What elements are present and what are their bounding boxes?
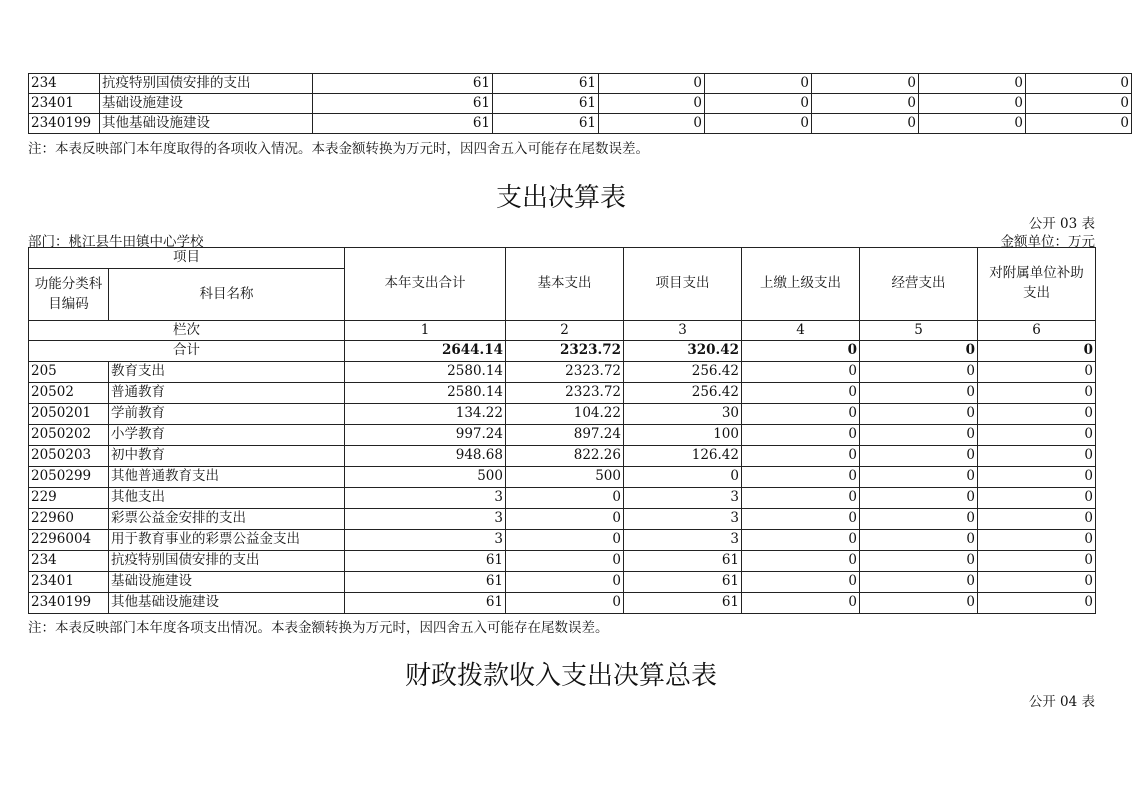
row-value: 61: [493, 74, 599, 94]
total-row: [29, 341, 1096, 362]
total-value: 0: [860, 341, 978, 362]
row-name: 用于教育事业的彩票公益金支出: [109, 530, 345, 551]
row-value: 0: [860, 467, 978, 488]
row-value: 3: [624, 509, 742, 530]
row-value: 0: [919, 94, 1026, 114]
row-value: 0: [599, 94, 705, 114]
row-value: 0: [742, 509, 860, 530]
row-name: 普通教育: [109, 383, 345, 404]
row-value: 0: [978, 362, 1096, 383]
row-code: 23401: [29, 94, 100, 114]
row-value: 100: [624, 425, 742, 446]
row-value: 3: [345, 488, 506, 509]
department-label: 部门：桃江县牛田镇中心学校: [28, 234, 204, 250]
table-row: [29, 362, 1096, 383]
total-value: 2323.72: [506, 341, 624, 362]
row-value: 0: [860, 362, 978, 383]
row-value: 126.42: [624, 446, 742, 467]
row-value: 2323.72: [506, 383, 624, 404]
row-name: 初中教育: [109, 446, 345, 467]
column-number: 1: [345, 321, 506, 341]
row-value: 0: [624, 467, 742, 488]
row-value: 3: [345, 509, 506, 530]
row-name: 抗疫特别国债安排的支出: [109, 551, 345, 572]
row-value: 0: [742, 467, 860, 488]
row-value: 256.42: [624, 383, 742, 404]
row-code: 234: [29, 551, 109, 572]
column-number: 6: [978, 321, 1096, 341]
row-value: 0: [978, 446, 1096, 467]
row-value: 61: [624, 572, 742, 593]
row-value: 61: [493, 94, 599, 114]
income-table-continuation: [28, 73, 1132, 134]
row-value: 0: [812, 114, 919, 134]
row-value: 3: [624, 530, 742, 551]
row-value: 500: [345, 467, 506, 488]
amount-unit-label: 金额单位：万元: [1000, 234, 1095, 250]
row-value: 0: [742, 383, 860, 404]
table-row: [29, 593, 1096, 614]
row-value: 134.22: [345, 404, 506, 425]
row-value: 61: [313, 74, 493, 94]
table-row: [29, 114, 1132, 134]
fiscal-title: 财政拨款收入支出决算总表: [404, 661, 717, 691]
row-value: 61: [624, 593, 742, 614]
row-value: 0: [978, 551, 1096, 572]
row-value: 0: [919, 74, 1026, 94]
header-basic: 基本支出: [506, 248, 624, 321]
row-value: 0: [860, 593, 978, 614]
row-value: 0: [506, 593, 624, 614]
row-value: 61: [313, 94, 493, 114]
row-value: 0: [599, 74, 705, 94]
table-row: [29, 572, 1096, 593]
row-code: 2340199: [29, 114, 100, 134]
header-name: 科目名称: [109, 269, 345, 321]
header-project: 项目支出: [624, 248, 742, 321]
row-value: 3: [624, 488, 742, 509]
row-value: 61: [345, 572, 506, 593]
row-name: 其他基础设施建设: [100, 114, 313, 134]
table-row: [29, 404, 1096, 425]
row-value: 0: [860, 509, 978, 530]
row-value: 0: [742, 488, 860, 509]
row-value: 3: [345, 530, 506, 551]
row-value: 0: [860, 446, 978, 467]
row-name: 教育支出: [109, 362, 345, 383]
total-value: 0: [742, 341, 860, 362]
column-number-label: 栏次: [29, 321, 345, 341]
column-number-row: [29, 321, 1096, 341]
row-value: 0: [599, 114, 705, 134]
row-value: 0: [919, 114, 1026, 134]
row-value: 0: [1026, 74, 1132, 94]
row-code: 20502: [29, 383, 109, 404]
row-value: 0: [506, 551, 624, 572]
row-code: 2050201: [29, 404, 109, 425]
row-code: 23401: [29, 572, 109, 593]
row-value: 0: [978, 572, 1096, 593]
row-value: 30: [624, 404, 742, 425]
row-value: 0: [1026, 94, 1132, 114]
row-value: 0: [978, 488, 1096, 509]
row-code: 2050203: [29, 446, 109, 467]
header-remit: 上缴上级支出: [742, 248, 860, 321]
table-row: [29, 467, 1096, 488]
table-row: [29, 94, 1132, 114]
row-value: 0: [742, 425, 860, 446]
expenditure-title: 支出决算表: [495, 183, 626, 213]
row-name: 基础设施建设: [109, 572, 345, 593]
row-value: 0: [860, 425, 978, 446]
row-name: 基础设施建设: [100, 94, 313, 114]
row-value: 948.68: [345, 446, 506, 467]
row-value: 0: [506, 488, 624, 509]
row-value: 2580.14: [345, 362, 506, 383]
row-value: 0: [860, 383, 978, 404]
income-table-note: 注：本表反映部门本年度取得的各项收入情况。本表金额转换为万元时，因四舍五入可能存在尾数误差。: [28, 141, 649, 157]
row-name: 小学教育: [109, 425, 345, 446]
row-value: 0: [860, 572, 978, 593]
row-value: 0: [742, 446, 860, 467]
row-value: 0: [978, 425, 1096, 446]
row-value: 0: [860, 404, 978, 425]
row-value: 2323.72: [506, 362, 624, 383]
row-value: 0: [506, 509, 624, 530]
row-value: 0: [978, 404, 1096, 425]
total-value: 2644.14: [345, 341, 506, 362]
row-value: 2580.14: [345, 383, 506, 404]
column-number: 5: [860, 321, 978, 341]
row-value: 0: [1026, 114, 1132, 134]
row-value: 0: [742, 593, 860, 614]
header-code: 功能分类科目编码: [29, 269, 109, 321]
total-label: 合计: [29, 341, 345, 362]
row-value: 0: [742, 551, 860, 572]
row-value: 0: [978, 593, 1096, 614]
row-value: 0: [705, 114, 812, 134]
expenditure-table-code: 公开 03 表: [1028, 216, 1095, 232]
row-value: 0: [860, 530, 978, 551]
expenditure-table: [28, 247, 1096, 614]
header-item: 项目: [29, 248, 345, 269]
row-value: 0: [705, 74, 812, 94]
row-value: 0: [742, 362, 860, 383]
row-value: 61: [313, 114, 493, 134]
row-code: 2296004: [29, 530, 109, 551]
fiscal-table-code: 公开 04 表: [1028, 694, 1095, 710]
column-number: 2: [506, 321, 624, 341]
column-number: 4: [742, 321, 860, 341]
row-value: 500: [506, 467, 624, 488]
table-row: [29, 74, 1132, 94]
row-value: 0: [506, 530, 624, 551]
row-code: 2050299: [29, 467, 109, 488]
row-value: 61: [624, 551, 742, 572]
column-number: 3: [624, 321, 742, 341]
row-name: 彩票公益金安排的支出: [109, 509, 345, 530]
row-value: 61: [345, 593, 506, 614]
table-row: [29, 425, 1096, 446]
row-value: 0: [978, 467, 1096, 488]
table-row: [29, 488, 1096, 509]
row-code: 2050202: [29, 425, 109, 446]
row-code: 229: [29, 488, 109, 509]
row-name: 其他普通教育支出: [109, 467, 345, 488]
header-row: [29, 248, 1096, 269]
row-value: 61: [345, 551, 506, 572]
header-subsidy: 对附属单位补助支出: [978, 248, 1096, 321]
total-value: 0: [978, 341, 1096, 362]
row-value: 0: [978, 530, 1096, 551]
expenditure-table-note: 注：本表反映部门本年度各项支出情况。本表金额转换为万元时，因四舍五入可能存在尾数误差。: [28, 620, 609, 636]
row-value: 0: [860, 488, 978, 509]
row-value: 61: [493, 114, 599, 134]
total-value: 320.42: [624, 341, 742, 362]
table-row: [29, 530, 1096, 551]
header-operating: 经营支出: [860, 248, 978, 321]
header-total: 本年支出合计: [345, 248, 506, 321]
table-row: [29, 446, 1096, 467]
row-value: 0: [978, 383, 1096, 404]
row-value: 256.42: [624, 362, 742, 383]
row-value: 0: [860, 551, 978, 572]
row-value: 0: [812, 74, 919, 94]
row-code: 205: [29, 362, 109, 383]
row-name: 其他支出: [109, 488, 345, 509]
row-name: 抗疫特别国债安排的支出: [100, 74, 313, 94]
table-row: [29, 383, 1096, 404]
row-value: 897.24: [506, 425, 624, 446]
row-code: 2340199: [29, 593, 109, 614]
row-value: 0: [705, 94, 812, 114]
row-code: 234: [29, 74, 100, 94]
table-row: [29, 509, 1096, 530]
row-value: 822.26: [506, 446, 624, 467]
row-value: 0: [978, 509, 1096, 530]
row-value: 0: [812, 94, 919, 114]
row-name: 学前教育: [109, 404, 345, 425]
table-row: [29, 551, 1096, 572]
row-value: 0: [742, 530, 860, 551]
row-code: 22960: [29, 509, 109, 530]
row-value: 0: [742, 572, 860, 593]
row-value: 997.24: [345, 425, 506, 446]
row-value: 104.22: [506, 404, 624, 425]
row-name: 其他基础设施建设: [109, 593, 345, 614]
row-value: 0: [506, 572, 624, 593]
row-value: 0: [742, 404, 860, 425]
